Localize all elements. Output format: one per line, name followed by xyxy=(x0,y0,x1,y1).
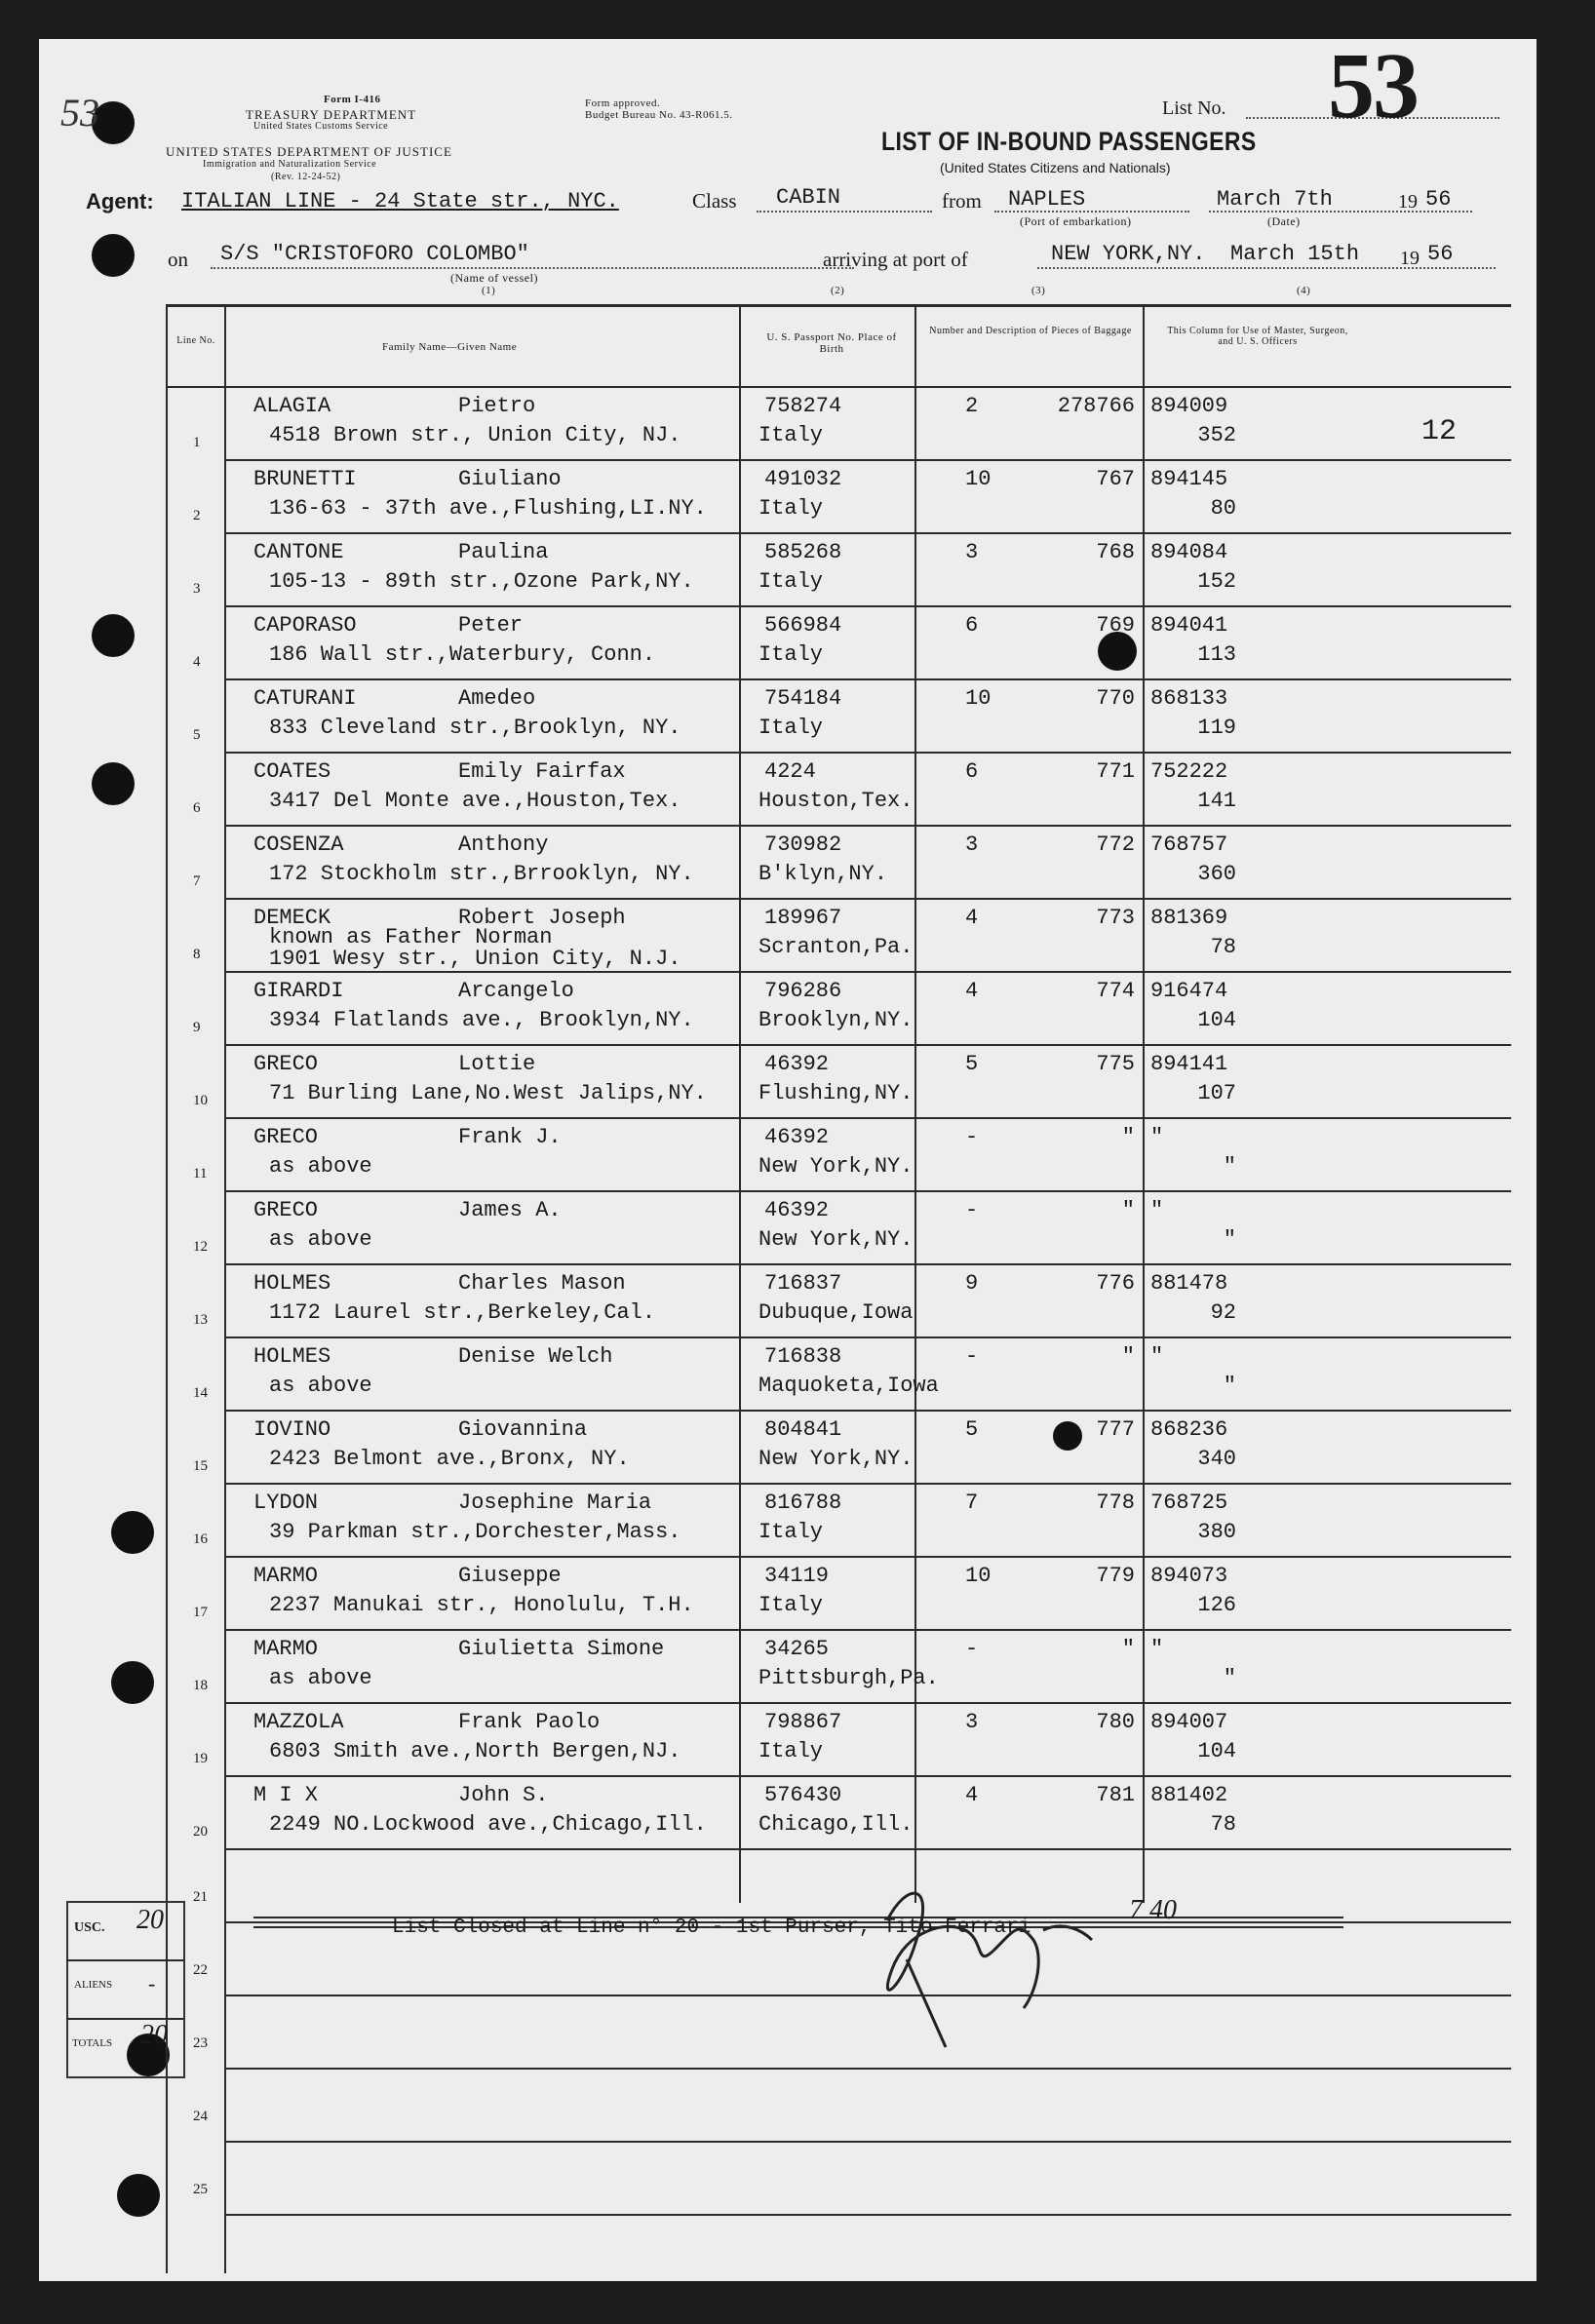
officer-number: " xyxy=(1150,1198,1164,1222)
passport-number: 46392 xyxy=(764,1198,830,1222)
arrival-port: NEW YORK,NY. xyxy=(1051,242,1206,266)
line-number: 18 xyxy=(193,1678,208,1693)
officer-number: 894145 xyxy=(1150,467,1228,491)
baggage-number: 770 xyxy=(1096,686,1135,711)
passport-number: 816788 xyxy=(764,1491,842,1515)
form-number: Form I-416 xyxy=(324,94,381,105)
departure-date: March 7th xyxy=(1217,187,1333,212)
baggage-number: " xyxy=(1121,1344,1135,1369)
officer-number: " xyxy=(1150,1637,1164,1661)
place-of-birth: Italy xyxy=(759,1593,824,1617)
arriving-label: arriving at port of xyxy=(823,248,968,271)
baggage-number: 777 xyxy=(1096,1417,1135,1442)
place-of-birth: Italy xyxy=(759,716,824,740)
col-header-name: Family Name—Given Name xyxy=(382,341,518,353)
baggage-pieces: - xyxy=(965,1637,979,1661)
baggage-number: 778 xyxy=(1096,1491,1135,1515)
home-address: as above xyxy=(269,1227,372,1252)
place-of-birth: New York,NY. xyxy=(759,1154,914,1179)
empty-row xyxy=(39,1996,1537,2070)
baggage-number: 768 xyxy=(1096,540,1135,564)
line-number: 11 xyxy=(193,1166,208,1181)
table-row xyxy=(39,1704,1537,1777)
place-of-birth: Italy xyxy=(759,642,824,667)
passport-number: 46392 xyxy=(764,1125,830,1149)
purser-signature xyxy=(848,1862,1141,2057)
passport-number: 758274 xyxy=(764,394,842,418)
baggage-number: 776 xyxy=(1096,1271,1135,1296)
place-of-birth: Chicago,Ill. xyxy=(759,1812,914,1837)
line-number: 3 xyxy=(193,581,201,597)
baggage-pieces: 5 xyxy=(965,1052,979,1076)
place-of-birth: Dubuque,Iowa xyxy=(759,1300,914,1325)
officer-number: " xyxy=(1150,1344,1164,1369)
officer-number: 752222 xyxy=(1150,759,1228,784)
family-name: MARMO xyxy=(253,1637,319,1661)
home-address: 136-63 - 37th ave.,Flushing,LI.NY. xyxy=(269,496,707,521)
family-name: HOLMES xyxy=(253,1344,331,1369)
given-name: Josephine Maria xyxy=(458,1491,652,1515)
baggage-number: 774 xyxy=(1096,979,1135,1003)
family-name: DEMECK xyxy=(253,906,331,930)
arrival-year: 56 xyxy=(1427,242,1454,266)
family-name: COATES xyxy=(253,759,331,784)
baggage-pieces: 3 xyxy=(965,1710,979,1734)
given-name: Anthony xyxy=(458,833,549,857)
baggage-pieces: 6 xyxy=(965,759,979,784)
col-marker-4: (4) xyxy=(1297,285,1311,296)
place-of-birth: Houston,Tex. xyxy=(759,789,914,813)
officer-code: 126 xyxy=(1197,1593,1236,1617)
given-name: Paulina xyxy=(458,540,549,564)
baggage-pieces: - xyxy=(965,1344,979,1369)
place-of-birth: New York,NY. xyxy=(759,1447,914,1471)
given-name: Giuseppe xyxy=(458,1564,562,1588)
officer-number: 916474 xyxy=(1150,979,1228,1003)
list-closed-note: List Closed at Line n° 20 - 1st Purser, Tito Ferrari xyxy=(392,1917,1031,1939)
given-name: James A. xyxy=(458,1198,562,1222)
passport-number: 566984 xyxy=(764,613,842,638)
home-address: 2237 Manukai str., Honolulu, T.H. xyxy=(269,1593,694,1617)
agent-value: ITALIAN LINE - 24 State str., NYC. xyxy=(181,189,619,213)
place-of-birth: Italy xyxy=(759,423,824,447)
place-of-birth: Maquoketa,Iowa xyxy=(759,1374,939,1398)
col-header-baggage: Number and Description of Pieces of Baggage xyxy=(929,326,1132,336)
baggage-pieces: 9 xyxy=(965,1271,979,1296)
baggage-pieces: 5 xyxy=(965,1417,979,1442)
baggage-number: " xyxy=(1121,1198,1135,1222)
officer-code: 119 xyxy=(1197,716,1236,740)
line-number: 25 xyxy=(193,2182,208,2197)
baggage-number: 780 xyxy=(1096,1710,1135,1734)
baggage-pieces: 4 xyxy=(965,906,979,930)
given-name: Peter xyxy=(458,613,524,638)
known-as: known as Father Norman xyxy=(269,925,553,949)
line-number: 17 xyxy=(193,1605,208,1620)
officer-code: 104 xyxy=(1197,1008,1236,1032)
officer-code: 113 xyxy=(1197,642,1236,667)
table-row xyxy=(39,534,1537,607)
passport-number: 716837 xyxy=(764,1271,842,1296)
table-row xyxy=(39,680,1537,754)
col-marker-1: (1) xyxy=(482,285,496,296)
line-number: 20 xyxy=(193,1824,208,1840)
table-row xyxy=(39,1119,1537,1192)
home-address: as above xyxy=(269,1666,372,1690)
baggage-number: " xyxy=(1121,1637,1135,1661)
home-address: 71 Burling Lane,No.West Jalips,NY. xyxy=(269,1081,707,1105)
home-address: 3417 Del Monte ave.,Houston,Tex. xyxy=(269,789,681,813)
departure-year: 56 xyxy=(1425,187,1452,212)
table-row xyxy=(39,754,1537,827)
home-address: 172 Stockholm str.,Brrooklyn, NY. xyxy=(269,862,694,886)
col-header-line: Line No. xyxy=(176,335,215,346)
baggage-pieces: 2 xyxy=(965,394,979,418)
table-row xyxy=(39,1485,1537,1558)
line-number: 19 xyxy=(193,1751,208,1766)
baggage-pieces: - xyxy=(965,1125,979,1149)
totals-label: TOTALS xyxy=(72,2037,113,2049)
home-address: 105-13 - 89th str.,Ozone Park,NY. xyxy=(269,569,694,594)
table-row xyxy=(39,388,1537,461)
passport-number: 754184 xyxy=(764,686,842,711)
table-row xyxy=(39,827,1537,900)
home-address: 1172 Laurel str.,Berkeley,Cal. xyxy=(269,1300,656,1325)
officer-number: 868236 xyxy=(1150,1417,1228,1442)
baggage-number: 781 xyxy=(1096,1783,1135,1807)
baggage-pieces: 10 xyxy=(965,1564,992,1588)
baggage-number: 772 xyxy=(1096,833,1135,857)
empty-row xyxy=(39,1850,1537,1923)
family-name: GRECO xyxy=(253,1125,319,1149)
departure-year-prefix: 19 xyxy=(1398,191,1418,213)
baggage-pieces: 3 xyxy=(965,833,979,857)
given-name: Giulietta Simone xyxy=(458,1637,665,1661)
usc-count: 20 xyxy=(136,1905,164,1935)
officer-code: 141 xyxy=(1197,789,1236,813)
table-row xyxy=(39,900,1537,973)
table-row xyxy=(39,1338,1537,1412)
home-address: 1901 Wesy str., Union City, N.J. xyxy=(269,947,681,971)
passport-number: 34119 xyxy=(764,1564,830,1588)
officer-code: 352 xyxy=(1197,423,1236,447)
agent-label: Agent: xyxy=(86,189,154,213)
given-name: Giovannina xyxy=(458,1417,588,1442)
baggage-pieces: 4 xyxy=(965,979,979,1003)
on-label: on xyxy=(168,248,188,271)
empty-row xyxy=(39,2143,1537,2216)
home-address: 833 Cleveland str.,Brooklyn, NY. xyxy=(269,716,681,740)
col-marker-3: (3) xyxy=(1031,285,1046,296)
date-caption: (Date) xyxy=(1267,214,1301,228)
arrival-date: March 15th xyxy=(1230,242,1360,266)
table-row xyxy=(39,1631,1537,1704)
baggage-number: 773 xyxy=(1096,906,1135,930)
family-name: LYDON xyxy=(253,1491,319,1515)
line-number: 9 xyxy=(193,1020,201,1035)
place-of-birth: New York,NY. xyxy=(759,1227,914,1252)
row-divider xyxy=(224,2214,1511,2216)
passport-number: 730982 xyxy=(764,833,842,857)
officer-number: 894041 xyxy=(1150,613,1228,638)
officer-code: 340 xyxy=(1197,1447,1236,1471)
place-of-birth: Flushing,NY. xyxy=(759,1081,914,1105)
baggage-pieces: 4 xyxy=(965,1783,979,1807)
arrival-year-prefix: 19 xyxy=(1400,248,1420,269)
from-label: from xyxy=(942,189,982,213)
passport-number: 804841 xyxy=(764,1417,842,1442)
place-of-birth: Italy xyxy=(759,569,824,594)
family-name: COSENZA xyxy=(253,833,344,857)
given-name: Frank Paolo xyxy=(458,1710,601,1734)
home-address: 2423 Belmont ave.,Bronx, NY. xyxy=(269,1447,630,1471)
ins-label: Immigration and Naturalization Service xyxy=(203,159,377,170)
empty-row xyxy=(39,2070,1537,2143)
passport-number: 189967 xyxy=(764,906,842,930)
manifest-page xyxy=(39,33,1537,2281)
family-name: CANTONE xyxy=(253,540,344,564)
baggage-number: 775 xyxy=(1096,1052,1135,1076)
place-of-birth: Brooklyn,NY. xyxy=(759,1008,914,1032)
place-of-birth: Pittsburgh,Pa. xyxy=(759,1666,939,1690)
margin-note: 53 xyxy=(60,91,99,135)
col-header-officers: This Column for Use of Master, Surgeon, and U. S. Officers xyxy=(1167,326,1348,347)
officer-code: 78 xyxy=(1210,1812,1236,1837)
given-name: Emily Fairfax xyxy=(458,759,626,784)
revision-label: (Rev. 12-24-52) xyxy=(271,172,341,182)
family-name: CATURANI xyxy=(253,686,357,711)
officer-code: " xyxy=(1223,1666,1236,1690)
list-number: 53 xyxy=(1328,33,1418,137)
officer-number: 768757 xyxy=(1150,833,1228,857)
table-row xyxy=(39,1412,1537,1485)
passport-number: 716838 xyxy=(764,1344,842,1369)
place-of-birth: Italy xyxy=(759,496,824,521)
class-value: CABIN xyxy=(776,185,841,210)
table-row xyxy=(39,1777,1537,1850)
family-name: IOVINO xyxy=(253,1417,331,1442)
line-number: 6 xyxy=(193,800,201,816)
place-of-birth: Scranton,Pa. xyxy=(759,935,914,959)
given-name: John S. xyxy=(458,1783,549,1807)
family-name: ALAGIA xyxy=(253,394,331,418)
family-name: GRECO xyxy=(253,1052,319,1076)
home-address: 39 Parkman str.,Dorchester,Mass. xyxy=(269,1520,681,1544)
totals-count: 20 xyxy=(140,2020,168,2050)
port-caption: (Port of embarkation) xyxy=(1020,214,1132,228)
officer-number: 768725 xyxy=(1150,1491,1228,1515)
passport-number: 798867 xyxy=(764,1710,842,1734)
punch-hole xyxy=(92,234,135,277)
officer-number: 894073 xyxy=(1150,1564,1228,1588)
family-name: M I X xyxy=(253,1783,319,1807)
form-subtitle: (United States Citizens and Nationals) xyxy=(940,160,1171,175)
baggage-number: 779 xyxy=(1096,1564,1135,1588)
passport-number: 491032 xyxy=(764,467,842,491)
officer-code: 80 xyxy=(1210,496,1236,521)
line-number: 8 xyxy=(193,947,201,962)
officer-code: " xyxy=(1223,1227,1236,1252)
officer-code: 360 xyxy=(1197,862,1236,886)
officer-code: 92 xyxy=(1210,1300,1236,1325)
place-of-birth: B'klyn,NY. xyxy=(759,862,888,886)
baggage-number: " xyxy=(1121,1125,1135,1149)
col-marker-2: (2) xyxy=(831,285,845,296)
home-address: 4518 Brown str., Union City, NJ. xyxy=(269,423,681,447)
line-number: 5 xyxy=(193,727,201,743)
family-name: GIRARDI xyxy=(253,979,344,1003)
officer-code: " xyxy=(1223,1374,1236,1398)
family-name: HOLMES xyxy=(253,1271,331,1296)
officer-number: 881402 xyxy=(1150,1783,1228,1807)
place-of-birth: Italy xyxy=(759,1520,824,1544)
home-address: 6803 Smith ave.,North Bergen,NJ. xyxy=(269,1739,681,1763)
line-number: 14 xyxy=(193,1385,208,1401)
given-name: Charles Mason xyxy=(458,1271,626,1296)
vessel-caption: (Name of vessel) xyxy=(450,271,538,285)
baggage-pieces: 3 xyxy=(965,540,979,564)
baggage-pieces: 10 xyxy=(965,467,992,491)
baggage-number: 767 xyxy=(1096,467,1135,491)
justice-label: UNITED STATES DEPARTMENT OF JUSTICE xyxy=(166,144,452,159)
line-number: 2 xyxy=(193,508,201,523)
line-number: 10 xyxy=(193,1093,208,1108)
line-number: 24 xyxy=(193,2109,208,2124)
passport-number: 46392 xyxy=(764,1052,830,1076)
customs-label: United States Customs Service xyxy=(253,121,389,132)
table-row xyxy=(39,1558,1537,1631)
baggage-pieces: 6 xyxy=(965,613,979,638)
officer-code: 152 xyxy=(1197,569,1236,594)
given-name: Giuliano xyxy=(458,467,562,491)
family-name: MARMO xyxy=(253,1564,319,1588)
baggage-pieces: 10 xyxy=(965,686,992,711)
line-number: 23 xyxy=(193,2035,208,2051)
given-name: Pietro xyxy=(458,394,536,418)
line-number: 22 xyxy=(193,1962,208,1978)
vessel-name: S/S "CRISTOFORO COLOMBO" xyxy=(220,242,529,266)
usc-label: USC. xyxy=(74,1920,105,1935)
aliens-label: ALIENS xyxy=(74,1979,113,1991)
given-name: Denise Welch xyxy=(458,1344,613,1369)
given-name: Frank J. xyxy=(458,1125,562,1149)
table-row xyxy=(39,607,1537,680)
line-number: 12 xyxy=(193,1239,208,1255)
officer-code: 104 xyxy=(1197,1739,1236,1763)
officer-number: 868133 xyxy=(1150,686,1228,711)
table-row xyxy=(39,1192,1537,1265)
home-address: as above xyxy=(269,1374,372,1398)
line-number: 4 xyxy=(193,654,201,670)
line-number: 1 xyxy=(193,435,201,450)
class-label: Class xyxy=(692,189,737,213)
line-number: 7 xyxy=(193,873,201,889)
table-row xyxy=(39,1046,1537,1119)
line-number: 15 xyxy=(193,1458,208,1474)
passport-number: 4224 xyxy=(764,759,816,784)
passport-number: 796286 xyxy=(764,979,842,1003)
officer-code: " xyxy=(1223,1154,1236,1179)
budget-bureau: Budget Bureau No. 43-R061.5. xyxy=(585,109,733,121)
officer-number: 894084 xyxy=(1150,540,1228,564)
passport-number: 585268 xyxy=(764,540,842,564)
aliens-count: - xyxy=(148,1971,156,1995)
family-name: MAZZOLA xyxy=(253,1710,344,1734)
side-note: 12 xyxy=(1421,415,1458,448)
home-address: 3934 Flatlands ave., Brooklyn,NY. xyxy=(269,1008,694,1032)
given-name: Arcangelo xyxy=(458,979,574,1003)
officer-code: 78 xyxy=(1210,935,1236,959)
baggage-pieces: 7 xyxy=(965,1491,979,1515)
col-header-passport: U. S. Passport No. Place of Birth xyxy=(766,331,897,355)
home-address: 186 Wall str.,Waterbury, Conn. xyxy=(269,642,656,667)
officer-code: 107 xyxy=(1197,1081,1236,1105)
line-number: 13 xyxy=(193,1312,208,1328)
line-number: 21 xyxy=(193,1889,208,1905)
given-name: Amedeo xyxy=(458,686,536,711)
family-name: GRECO xyxy=(253,1198,319,1222)
given-name: Robert Joseph xyxy=(458,906,626,930)
officer-code: 380 xyxy=(1197,1520,1236,1544)
baggage-number: 771 xyxy=(1096,759,1135,784)
table-row xyxy=(39,973,1537,1046)
form-approved: Form approved. xyxy=(585,97,661,109)
home-address: as above xyxy=(269,1154,372,1179)
baggage-pieces: - xyxy=(965,1198,979,1222)
embarkation-port: NAPLES xyxy=(1008,187,1086,212)
home-address: 2249 NO.Lockwood ave.,Chicago,Ill. xyxy=(269,1812,707,1837)
list-no-label: List No. xyxy=(1162,97,1226,119)
closing-time: 7 40 xyxy=(1129,1895,1177,1925)
line-number: 16 xyxy=(193,1531,208,1547)
table-row xyxy=(39,461,1537,534)
table-row xyxy=(39,1265,1537,1338)
baggage-number: 278766 xyxy=(1057,394,1135,418)
passport-number: 576430 xyxy=(764,1783,842,1807)
passport-number: 34265 xyxy=(764,1637,830,1661)
form-title: LIST OF IN-BOUND PASSENGERS xyxy=(881,127,1257,156)
officer-number: 881369 xyxy=(1150,906,1228,930)
family-name: CAPORASO xyxy=(253,613,357,638)
officer-number: 894009 xyxy=(1150,394,1228,418)
place-of-birth: Italy xyxy=(759,1739,824,1763)
officer-number: 881478 xyxy=(1150,1271,1228,1296)
given-name: Lottie xyxy=(458,1052,536,1076)
officer-number: 894141 xyxy=(1150,1052,1228,1076)
family-name: BRUNETTI xyxy=(253,467,357,491)
officer-number: 894007 xyxy=(1150,1710,1228,1734)
officer-number: " xyxy=(1150,1125,1164,1149)
treasury-label: TREASURY DEPARTMENT xyxy=(246,107,417,122)
baggage-number: 769 xyxy=(1096,613,1135,638)
